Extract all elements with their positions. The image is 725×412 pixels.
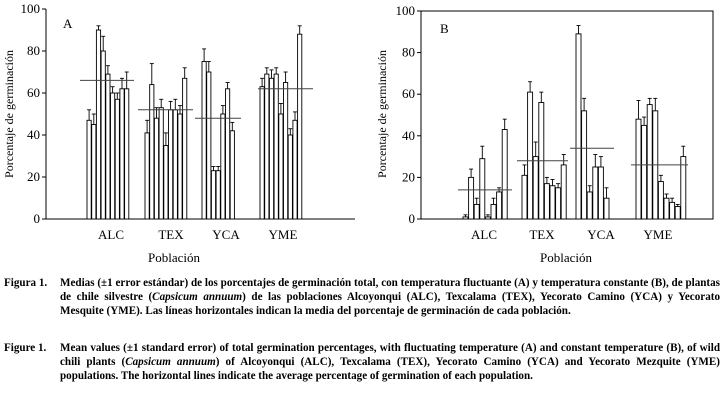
bar [92,125,96,220]
bar [202,62,206,220]
bar [561,165,566,219]
x-axis-title: Población [148,250,200,265]
bar [101,51,105,219]
caption-spanish [4,276,720,319]
bar [598,167,603,219]
bar [288,135,292,219]
bar [502,130,507,219]
bar [164,146,168,220]
bar [293,120,297,219]
caption-text-part: ) de las poblaciones Alcoyonqui (ALC), Texcalama (TEX), Yecorato Camino (YCA) y Yecorato Mesquite (YME). Las líneas horizontales indican la media del porcentaje de germinación de cada población. [60,291,720,318]
caption-text [60,276,720,319]
y-tick-label: 20 [27,169,40,184]
bar [582,111,587,219]
x-tick-label: YME [643,227,673,242]
x-tick-label: ALC [471,227,497,242]
bar [522,175,527,219]
x-tick-label: ALC [98,227,124,242]
y-tick-label: 80 [27,43,40,58]
bar [485,217,490,219]
y-tick-label: 100 [395,3,415,18]
bar [96,30,100,219]
bar [145,133,149,219]
y-axis-title: Porcentaje de germinación [2,50,16,178]
y-axis-title: Porcentaje de germinación [375,50,389,178]
bar [604,198,609,219]
caption-text-part: ) of Alcoyonqui (ALC), Texcalama (TEX), Yecorato Camino (YCA) and Yecorato Mezquite (YME) populations. The horizontal lines indicate the average percentage of germination of each population. [60,356,720,383]
bar [528,92,533,219]
panel-label: B [440,21,449,36]
bar [670,202,675,219]
y-tick-label: 0 [408,211,415,226]
x-tick-label: TEX [158,227,184,242]
bar [463,217,468,219]
bar [647,105,652,219]
bar [125,89,129,219]
bar [636,119,641,219]
bar [106,74,110,219]
bar [658,182,663,219]
bar [593,167,598,219]
bar [260,87,264,219]
bar [274,74,278,219]
bar [211,171,215,219]
x-tick-label: YCA [212,227,240,242]
x-tick-label: YCA [587,227,615,242]
bar [681,157,686,219]
bar [207,72,211,219]
bar [159,108,163,219]
bar [533,157,538,219]
bar [169,110,173,219]
bar [150,85,154,219]
bar [87,120,91,219]
bar [556,188,561,219]
bar [284,83,288,220]
y-tick-label: 40 [27,127,40,142]
bar [587,192,592,219]
bar [183,78,187,219]
species-name: Capsicum annuum [152,291,243,304]
caption-label: Figure 1. [4,342,47,354]
bar [216,171,220,219]
bar [154,118,158,219]
bar [111,93,115,219]
y-tick-label: 60 [402,86,415,102]
species-name: Capsicum annuum [125,356,216,369]
y-tick-label: 20 [402,169,415,185]
bar [226,89,230,219]
bar [279,114,283,219]
bar [675,207,680,219]
bar [642,125,647,219]
bar [550,186,555,219]
bar [544,184,549,219]
plot-frame [421,11,713,219]
caption-text-part: Medias (±1 error estándar) de los porcentajes de germinación total, con temperatura fluctuante (A) y temperatura constante (B), de plantas de chile silvestre ( [60,277,720,304]
caption-text-part: Mean values (±1 standard error) of total germination percentages, with fluctuating temperature (A) and constant temperature (B), of wild chili plants ( [60,342,720,369]
bar [474,204,479,219]
bar [480,159,485,219]
y-tick-label: 0 [33,211,40,226]
y-tick-label: 100 [20,1,40,16]
bar [497,192,502,219]
bar [576,34,581,219]
bar [115,99,119,219]
bar [178,114,182,219]
y-tick-label: 80 [402,44,415,60]
bar [664,198,669,219]
caption-text [60,341,720,384]
x-axis-title: Población [540,250,592,265]
y-tick-label: 40 [402,127,415,143]
caption-label: Figura 1. [4,277,48,289]
caption-english [4,341,720,384]
bar [265,74,269,219]
panel-label: A [63,16,73,31]
bar [173,110,177,219]
bar [221,114,225,219]
x-tick-label: YME [268,227,298,242]
y-tick-label: 60 [27,85,40,100]
bar [491,204,496,219]
bar [269,78,273,219]
bar [469,177,474,219]
bar [120,89,124,219]
bar [298,34,302,219]
x-tick-label: TEX [529,227,555,242]
bar [230,131,234,219]
